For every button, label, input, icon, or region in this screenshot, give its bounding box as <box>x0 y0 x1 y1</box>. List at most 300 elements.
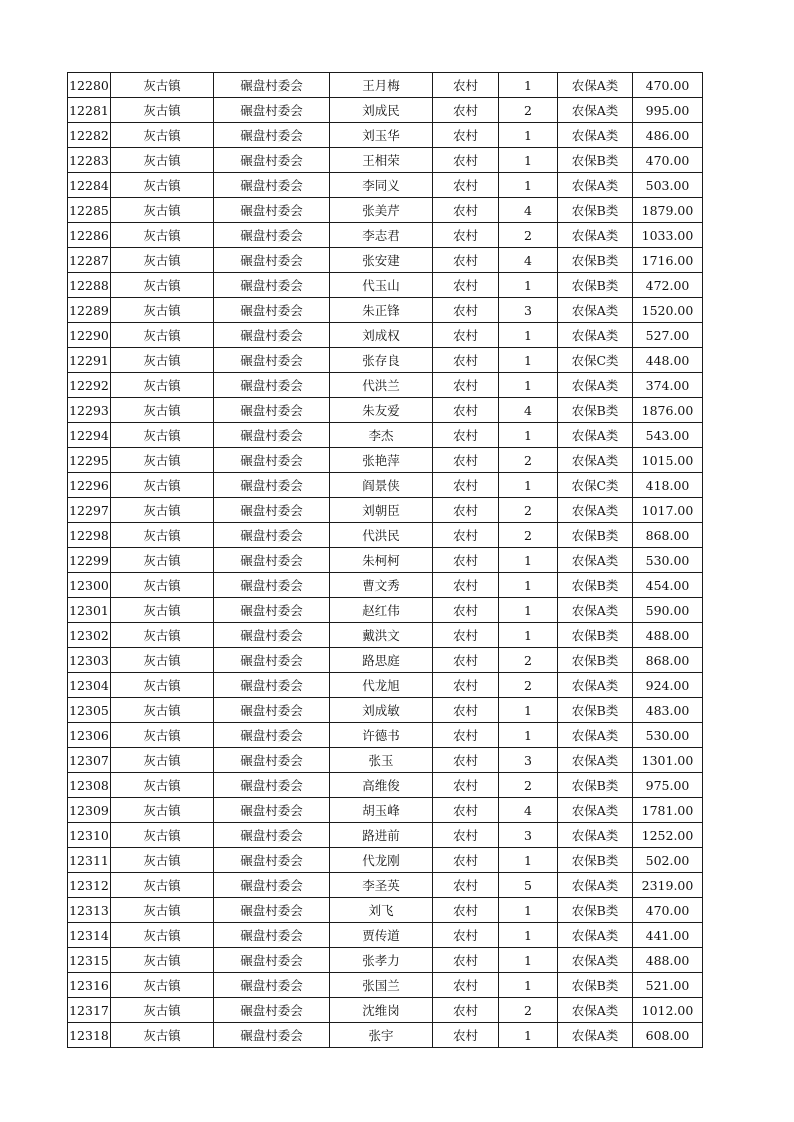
table-row <box>68 198 703 223</box>
amount-cell: 502.00 <box>633 848 703 873</box>
category-cell: 农保B类 <box>558 623 633 648</box>
table-row <box>68 648 703 673</box>
amount-cell: 1781.00 <box>633 798 703 823</box>
area-type-cell: 农村 <box>433 398 499 423</box>
town-cell: 灰古镇 <box>111 823 214 848</box>
village-cell: 碾盘村委会 <box>214 248 330 273</box>
village-cell: 碾盘村委会 <box>214 298 330 323</box>
record-id-cell: 12290 <box>68 323 111 348</box>
area-type-cell: 农村 <box>433 298 499 323</box>
table-row <box>68 473 703 498</box>
record-id-cell: 12301 <box>68 598 111 623</box>
area-type-cell: 农村 <box>433 148 499 173</box>
household-size-cell: 1 <box>499 623 558 648</box>
household-size-cell: 3 <box>499 823 558 848</box>
area-type-cell: 农村 <box>433 673 499 698</box>
amount-cell: 1015.00 <box>633 448 703 473</box>
name-cell: 代洪兰 <box>330 373 433 398</box>
amount-cell: 483.00 <box>633 698 703 723</box>
record-id-cell: 12302 <box>68 623 111 648</box>
town-cell: 灰古镇 <box>111 198 214 223</box>
area-type-cell: 农村 <box>433 498 499 523</box>
town-cell: 灰古镇 <box>111 73 214 98</box>
area-type-cell: 农村 <box>433 798 499 823</box>
village-cell: 碾盘村委会 <box>214 173 330 198</box>
area-type-cell: 农村 <box>433 98 499 123</box>
household-size-cell: 1 <box>499 348 558 373</box>
town-cell: 灰古镇 <box>111 923 214 948</box>
name-cell: 张玉 <box>330 748 433 773</box>
category-cell: 农保A类 <box>558 448 633 473</box>
name-cell: 李志君 <box>330 223 433 248</box>
town-cell: 灰古镇 <box>111 273 214 298</box>
category-cell: 农保A类 <box>558 423 633 448</box>
category-cell: 农保B类 <box>558 248 633 273</box>
category-cell: 农保A类 <box>558 323 633 348</box>
town-cell: 灰古镇 <box>111 498 214 523</box>
category-cell: 农保A类 <box>558 948 633 973</box>
category-cell: 农保A类 <box>558 173 633 198</box>
household-size-cell: 1 <box>499 73 558 98</box>
record-id-cell: 12287 <box>68 248 111 273</box>
village-cell: 碾盘村委会 <box>214 948 330 973</box>
category-cell: 农保A类 <box>558 548 633 573</box>
town-cell: 灰古镇 <box>111 898 214 923</box>
area-type-cell: 农村 <box>433 848 499 873</box>
village-cell: 碾盘村委会 <box>214 923 330 948</box>
household-size-cell: 1 <box>499 598 558 623</box>
name-cell: 朱友爱 <box>330 398 433 423</box>
name-cell: 朱正锋 <box>330 298 433 323</box>
category-cell: 农保A类 <box>558 748 633 773</box>
town-cell: 灰古镇 <box>111 973 214 998</box>
household-size-cell: 1 <box>499 948 558 973</box>
category-cell: 农保A类 <box>558 873 633 898</box>
village-cell: 碾盘村委会 <box>214 223 330 248</box>
town-cell: 灰古镇 <box>111 948 214 973</box>
household-size-cell: 1 <box>499 973 558 998</box>
village-cell: 碾盘村委会 <box>214 748 330 773</box>
amount-cell: 441.00 <box>633 923 703 948</box>
household-size-cell: 2 <box>499 448 558 473</box>
amount-cell: 1879.00 <box>633 198 703 223</box>
category-cell: 农保B类 <box>558 698 633 723</box>
record-id-cell: 12285 <box>68 198 111 223</box>
town-cell: 灰古镇 <box>111 248 214 273</box>
area-type-cell: 农村 <box>433 223 499 248</box>
table-row <box>68 973 703 998</box>
area-type-cell: 农村 <box>433 423 499 448</box>
town-cell: 灰古镇 <box>111 773 214 798</box>
table-row <box>68 573 703 598</box>
category-cell: 农保B类 <box>558 973 633 998</box>
town-cell: 灰古镇 <box>111 723 214 748</box>
category-cell: 农保B类 <box>558 398 633 423</box>
household-size-cell: 4 <box>499 248 558 273</box>
village-cell: 碾盘村委会 <box>214 98 330 123</box>
name-cell: 李同义 <box>330 173 433 198</box>
household-size-cell: 1 <box>499 923 558 948</box>
household-size-cell: 2 <box>499 998 558 1023</box>
area-type-cell: 农村 <box>433 1023 499 1048</box>
name-cell: 刘成民 <box>330 98 433 123</box>
household-size-cell: 1 <box>499 423 558 448</box>
record-id-cell: 12296 <box>68 473 111 498</box>
village-cell: 碾盘村委会 <box>214 823 330 848</box>
town-cell: 灰古镇 <box>111 298 214 323</box>
area-type-cell: 农村 <box>433 523 499 548</box>
household-size-cell: 1 <box>499 148 558 173</box>
town-cell: 灰古镇 <box>111 423 214 448</box>
category-cell: 农保A类 <box>558 123 633 148</box>
town-cell: 灰古镇 <box>111 548 214 573</box>
area-type-cell: 农村 <box>433 898 499 923</box>
name-cell: 张孝力 <box>330 948 433 973</box>
table-row <box>68 873 703 898</box>
record-id-cell: 12297 <box>68 498 111 523</box>
area-type-cell: 农村 <box>433 373 499 398</box>
name-cell: 张艳萍 <box>330 448 433 473</box>
area-type-cell: 农村 <box>433 448 499 473</box>
amount-cell: 1012.00 <box>633 998 703 1023</box>
table-row <box>68 1023 703 1048</box>
village-cell: 碾盘村委会 <box>214 623 330 648</box>
amount-cell: 488.00 <box>633 948 703 973</box>
category-cell: 农保A类 <box>558 73 633 98</box>
village-cell: 碾盘村委会 <box>214 398 330 423</box>
record-id-cell: 12307 <box>68 748 111 773</box>
table-row <box>68 448 703 473</box>
table-row <box>68 848 703 873</box>
town-cell: 灰古镇 <box>111 148 214 173</box>
name-cell: 朱柯柯 <box>330 548 433 573</box>
name-cell: 张安建 <box>330 248 433 273</box>
household-size-cell: 1 <box>499 898 558 923</box>
table-row <box>68 673 703 698</box>
area-type-cell: 农村 <box>433 323 499 348</box>
table-row <box>68 998 703 1023</box>
record-id-cell: 12281 <box>68 98 111 123</box>
record-id-cell: 12318 <box>68 1023 111 1048</box>
amount-cell: 488.00 <box>633 623 703 648</box>
record-id-cell: 12286 <box>68 223 111 248</box>
name-cell: 刘玉华 <box>330 123 433 148</box>
area-type-cell: 农村 <box>433 198 499 223</box>
town-cell: 灰古镇 <box>111 223 214 248</box>
household-size-cell: 2 <box>499 673 558 698</box>
record-id-cell: 12294 <box>68 423 111 448</box>
village-cell: 碾盘村委会 <box>214 998 330 1023</box>
amount-cell: 521.00 <box>633 973 703 998</box>
household-size-cell: 2 <box>499 498 558 523</box>
name-cell: 代洪民 <box>330 523 433 548</box>
table-row <box>68 223 703 248</box>
category-cell: 农保A类 <box>558 498 633 523</box>
town-cell: 灰古镇 <box>111 323 214 348</box>
name-cell: 曹文秀 <box>330 573 433 598</box>
village-cell: 碾盘村委会 <box>214 423 330 448</box>
record-id-cell: 12288 <box>68 273 111 298</box>
area-type-cell: 农村 <box>433 948 499 973</box>
record-id-cell: 12289 <box>68 298 111 323</box>
name-cell: 张美芹 <box>330 198 433 223</box>
village-cell: 碾盘村委会 <box>214 548 330 573</box>
town-cell: 灰古镇 <box>111 348 214 373</box>
amount-cell: 527.00 <box>633 323 703 348</box>
area-type-cell: 农村 <box>433 273 499 298</box>
area-type-cell: 农村 <box>433 73 499 98</box>
area-type-cell: 农村 <box>433 723 499 748</box>
amount-cell: 530.00 <box>633 548 703 573</box>
record-id-cell: 12299 <box>68 548 111 573</box>
area-type-cell: 农村 <box>433 773 499 798</box>
category-cell: 农保A类 <box>558 823 633 848</box>
village-cell: 碾盘村委会 <box>214 873 330 898</box>
area-type-cell: 农村 <box>433 973 499 998</box>
village-cell: 碾盘村委会 <box>214 698 330 723</box>
record-id-cell: 12310 <box>68 823 111 848</box>
area-type-cell: 农村 <box>433 873 499 898</box>
amount-cell: 1301.00 <box>633 748 703 773</box>
amount-cell: 975.00 <box>633 773 703 798</box>
record-id-cell: 12291 <box>68 348 111 373</box>
name-cell: 胡玉峰 <box>330 798 433 823</box>
town-cell: 灰古镇 <box>111 98 214 123</box>
category-cell: 农保B类 <box>558 148 633 173</box>
record-id-cell: 12304 <box>68 673 111 698</box>
name-cell: 张存良 <box>330 348 433 373</box>
area-type-cell: 农村 <box>433 473 499 498</box>
record-id-cell: 12309 <box>68 798 111 823</box>
household-size-cell: 1 <box>499 373 558 398</box>
name-cell: 阎景侠 <box>330 473 433 498</box>
amount-cell: 1716.00 <box>633 248 703 273</box>
village-cell: 碾盘村委会 <box>214 498 330 523</box>
town-cell: 灰古镇 <box>111 123 214 148</box>
table-row <box>68 548 703 573</box>
village-cell: 碾盘村委会 <box>214 648 330 673</box>
household-size-cell: 1 <box>499 1023 558 1048</box>
category-cell: 农保A类 <box>558 923 633 948</box>
household-size-cell: 4 <box>499 798 558 823</box>
name-cell: 贾传道 <box>330 923 433 948</box>
table-row <box>68 423 703 448</box>
name-cell: 赵红伟 <box>330 598 433 623</box>
record-id-cell: 12284 <box>68 173 111 198</box>
village-cell: 碾盘村委会 <box>214 198 330 223</box>
amount-cell: 470.00 <box>633 898 703 923</box>
table-row <box>68 148 703 173</box>
table-body <box>68 73 703 1048</box>
village-cell: 碾盘村委会 <box>214 573 330 598</box>
area-type-cell: 农村 <box>433 698 499 723</box>
area-type-cell: 农村 <box>433 573 499 598</box>
town-cell: 灰古镇 <box>111 673 214 698</box>
record-id-cell: 12295 <box>68 448 111 473</box>
category-cell: 农保A类 <box>558 598 633 623</box>
town-cell: 灰古镇 <box>111 623 214 648</box>
record-id-cell: 12308 <box>68 773 111 798</box>
name-cell: 张宇 <box>330 1023 433 1048</box>
household-size-cell: 1 <box>499 123 558 148</box>
table-row <box>68 248 703 273</box>
category-cell: 农保A类 <box>558 373 633 398</box>
name-cell: 路进前 <box>330 823 433 848</box>
town-cell: 灰古镇 <box>111 1023 214 1048</box>
household-size-cell: 1 <box>499 273 558 298</box>
village-cell: 碾盘村委会 <box>214 373 330 398</box>
amount-cell: 924.00 <box>633 673 703 698</box>
area-type-cell: 农村 <box>433 548 499 573</box>
table-row <box>68 698 703 723</box>
household-size-cell: 2 <box>499 773 558 798</box>
amount-cell: 868.00 <box>633 648 703 673</box>
record-id-cell: 12298 <box>68 523 111 548</box>
record-id-cell: 12306 <box>68 723 111 748</box>
household-size-cell: 1 <box>499 698 558 723</box>
table-row <box>68 123 703 148</box>
household-size-cell: 1 <box>499 573 558 598</box>
table-row <box>68 498 703 523</box>
name-cell: 刘成敏 <box>330 698 433 723</box>
category-cell: 农保C类 <box>558 473 633 498</box>
amount-cell: 1017.00 <box>633 498 703 523</box>
village-cell: 碾盘村委会 <box>214 1023 330 1048</box>
table-row <box>68 898 703 923</box>
category-cell: 农保A类 <box>558 298 633 323</box>
table-row <box>68 523 703 548</box>
table-row <box>68 398 703 423</box>
village-cell: 碾盘村委会 <box>214 598 330 623</box>
table-row <box>68 623 703 648</box>
amount-cell: 448.00 <box>633 348 703 373</box>
town-cell: 灰古镇 <box>111 648 214 673</box>
record-id-cell: 12314 <box>68 923 111 948</box>
record-id-cell: 12280 <box>68 73 111 98</box>
household-size-cell: 4 <box>499 398 558 423</box>
category-cell: 农保B类 <box>558 198 633 223</box>
household-size-cell: 3 <box>499 298 558 323</box>
village-cell: 碾盘村委会 <box>214 673 330 698</box>
category-cell: 农保B类 <box>558 773 633 798</box>
town-cell: 灰古镇 <box>111 848 214 873</box>
amount-cell: 503.00 <box>633 173 703 198</box>
category-cell: 农保C类 <box>558 348 633 373</box>
category-cell: 农保A类 <box>558 98 633 123</box>
record-id-cell: 12292 <box>68 373 111 398</box>
amount-cell: 530.00 <box>633 723 703 748</box>
village-cell: 碾盘村委会 <box>214 973 330 998</box>
amount-cell: 995.00 <box>633 98 703 123</box>
record-id-cell: 12282 <box>68 123 111 148</box>
village-cell: 碾盘村委会 <box>214 348 330 373</box>
amount-cell: 470.00 <box>633 148 703 173</box>
household-size-cell: 1 <box>499 723 558 748</box>
town-cell: 灰古镇 <box>111 598 214 623</box>
village-cell: 碾盘村委会 <box>214 898 330 923</box>
amount-cell: 2319.00 <box>633 873 703 898</box>
amount-cell: 454.00 <box>633 573 703 598</box>
table-row <box>68 598 703 623</box>
area-type-cell: 农村 <box>433 598 499 623</box>
table-row <box>68 323 703 348</box>
name-cell: 许德书 <box>330 723 433 748</box>
table-row <box>68 773 703 798</box>
amount-cell: 486.00 <box>633 123 703 148</box>
name-cell: 代龙旭 <box>330 673 433 698</box>
table-row <box>68 298 703 323</box>
table-row <box>68 923 703 948</box>
record-id-cell: 12293 <box>68 398 111 423</box>
category-cell: 农保B类 <box>558 523 633 548</box>
name-cell: 路思庭 <box>330 648 433 673</box>
amount-cell: 608.00 <box>633 1023 703 1048</box>
town-cell: 灰古镇 <box>111 373 214 398</box>
record-id-cell: 12316 <box>68 973 111 998</box>
amount-cell: 472.00 <box>633 273 703 298</box>
area-type-cell: 农村 <box>433 348 499 373</box>
table-row <box>68 98 703 123</box>
household-size-cell: 4 <box>499 198 558 223</box>
area-type-cell: 农村 <box>433 123 499 148</box>
household-size-cell: 2 <box>499 223 558 248</box>
village-cell: 碾盘村委会 <box>214 523 330 548</box>
table-row <box>68 73 703 98</box>
table-row <box>68 748 703 773</box>
area-type-cell: 农村 <box>433 823 499 848</box>
category-cell: 农保B类 <box>558 573 633 598</box>
name-cell: 高维俊 <box>330 773 433 798</box>
town-cell: 灰古镇 <box>111 173 214 198</box>
village-cell: 碾盘村委会 <box>214 148 330 173</box>
household-size-cell: 2 <box>499 98 558 123</box>
amount-cell: 1033.00 <box>633 223 703 248</box>
village-cell: 碾盘村委会 <box>214 73 330 98</box>
household-size-cell: 1 <box>499 173 558 198</box>
village-cell: 碾盘村委会 <box>214 848 330 873</box>
village-cell: 碾盘村委会 <box>214 798 330 823</box>
household-size-cell: 2 <box>499 648 558 673</box>
village-cell: 碾盘村委会 <box>214 123 330 148</box>
area-type-cell: 农村 <box>433 248 499 273</box>
table-row <box>68 823 703 848</box>
category-cell: 农保A类 <box>558 723 633 748</box>
town-cell: 灰古镇 <box>111 998 214 1023</box>
name-cell: 刘朝臣 <box>330 498 433 523</box>
data-table <box>67 72 703 1048</box>
record-id-cell: 12283 <box>68 148 111 173</box>
village-cell: 碾盘村委会 <box>214 323 330 348</box>
household-size-cell: 1 <box>499 848 558 873</box>
amount-cell: 374.00 <box>633 373 703 398</box>
record-id-cell: 12317 <box>68 998 111 1023</box>
town-cell: 灰古镇 <box>111 398 214 423</box>
category-cell: 农保B类 <box>558 273 633 298</box>
name-cell: 沈维岗 <box>330 998 433 1023</box>
town-cell: 灰古镇 <box>111 873 214 898</box>
household-size-cell: 1 <box>499 323 558 348</box>
name-cell: 戴洪文 <box>330 623 433 648</box>
category-cell: 农保A类 <box>558 998 633 1023</box>
household-size-cell: 5 <box>499 873 558 898</box>
town-cell: 灰古镇 <box>111 473 214 498</box>
name-cell: 李杰 <box>330 423 433 448</box>
village-cell: 碾盘村委会 <box>214 473 330 498</box>
record-id-cell: 12300 <box>68 573 111 598</box>
amount-cell: 470.00 <box>633 73 703 98</box>
table-row <box>68 273 703 298</box>
area-type-cell: 农村 <box>433 623 499 648</box>
